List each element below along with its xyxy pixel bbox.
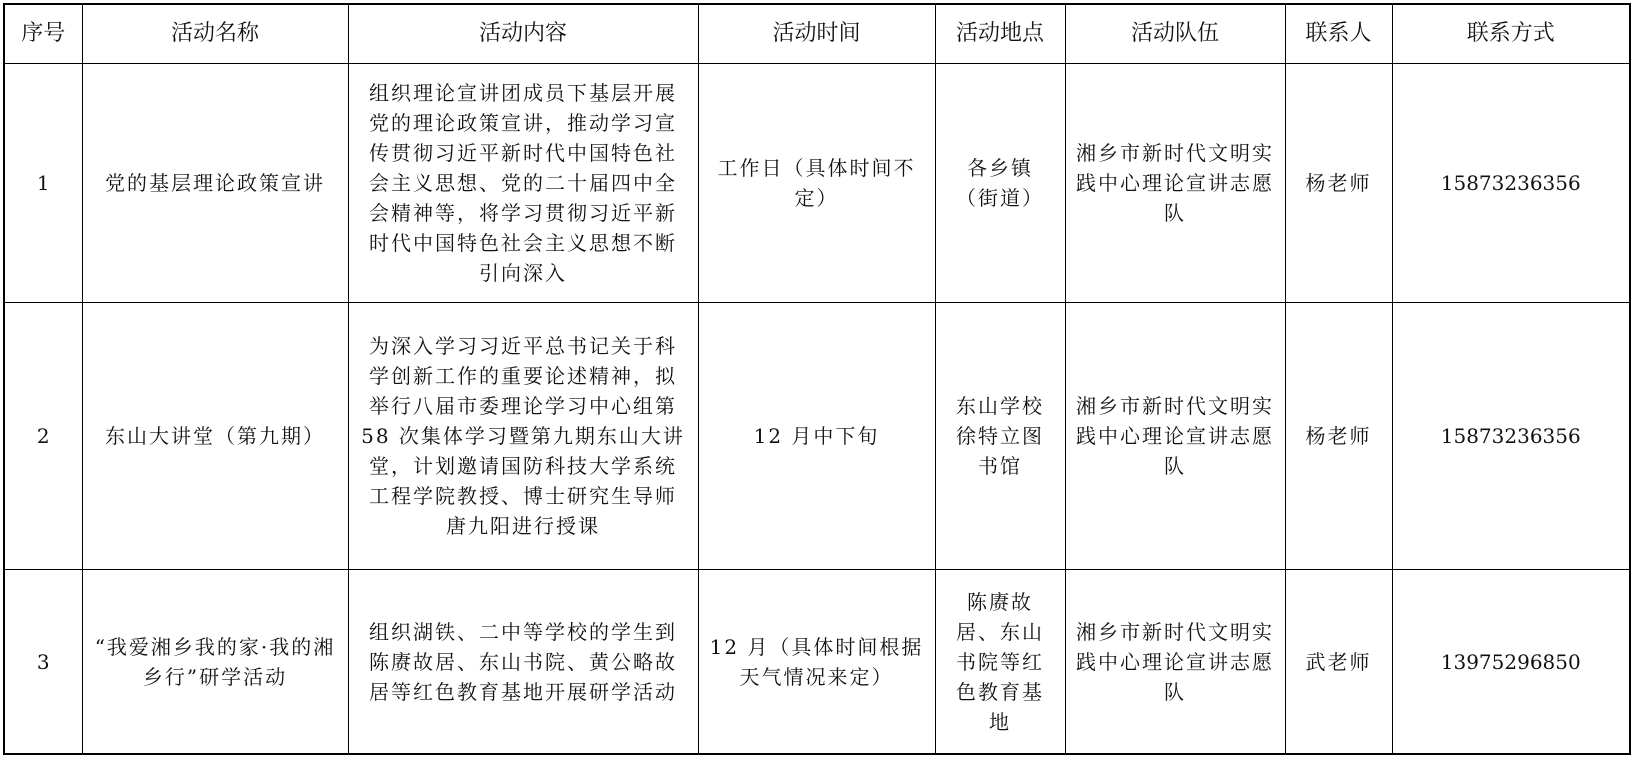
cell-phone: 15873236356 [1392,64,1630,303]
cell-index: 3 [4,570,82,755]
header-content: 活动内容 [348,4,698,64]
cell-content: 组织理论宣讲团成员下基层开展党的理论政策宣讲，推动学习宣传贯彻习近平新时代中国特色社会主义思想、党的二十届四中全会精神等，将学习贯彻习近平新时代中国特色社会主义思想不断引向深入 [348,64,698,303]
cell-location: 各乡镇（街道） [935,64,1065,303]
cell-phone: 15873236356 [1392,303,1630,570]
header-team: 活动队伍 [1065,4,1285,64]
cell-content: 为深入学习习近平总书记关于科学创新工作的重要论述精神，拟举行八届市委理论学习中心组第 58 次集体学习暨第九期东山大讲堂，计划邀请国防科技大学系统工程学院教授、博士研究生导师唐九阳进行授课 [348,303,698,570]
cell-location: 陈赓故居、东山书院等红色教育基地 [935,570,1065,755]
cell-content: 组织湖铁、二中等学校的学生到陈赓故居、东山书院、黄公略故居等红色教育基地开展研学活动 [348,570,698,755]
cell-team: 湘乡市新时代文明实践中心理论宣讲志愿队 [1065,303,1285,570]
table-row [4,64,1630,303]
header-phone: 联系方式 [1392,4,1630,64]
activity-table-container [3,3,1629,753]
cell-contact: 武老师 [1285,570,1392,755]
table-header-row [4,4,1630,64]
cell-name: 东山大讲堂（第九期） [82,303,348,570]
header-location: 活动地点 [935,4,1065,64]
cell-index: 2 [4,303,82,570]
cell-team: 湘乡市新时代文明实践中心理论宣讲志愿队 [1065,570,1285,755]
cell-index: 1 [4,64,82,303]
cell-time: 12 月中下旬 [698,303,935,570]
activity-schedule-table [3,3,1631,755]
header-time: 活动时间 [698,4,935,64]
cell-contact: 杨老师 [1285,303,1392,570]
cell-team: 湘乡市新时代文明实践中心理论宣讲志愿队 [1065,64,1285,303]
table-row [4,303,1630,570]
header-index: 序号 [4,4,82,64]
cell-time: 工作日（具体时间不定） [698,64,935,303]
table-row [4,570,1630,755]
cell-phone: 13975296850 [1392,570,1630,755]
cell-location: 东山学校徐特立图书馆 [935,303,1065,570]
cell-name: 党的基层理论政策宣讲 [82,64,348,303]
header-name: 活动名称 [82,4,348,64]
cell-contact: 杨老师 [1285,64,1392,303]
cell-name: “我爱湘乡我的家·我的湘乡行”研学活动 [82,570,348,755]
header-contact: 联系人 [1285,4,1392,64]
cell-time: 12 月（具体时间根据天气情况来定） [698,570,935,755]
